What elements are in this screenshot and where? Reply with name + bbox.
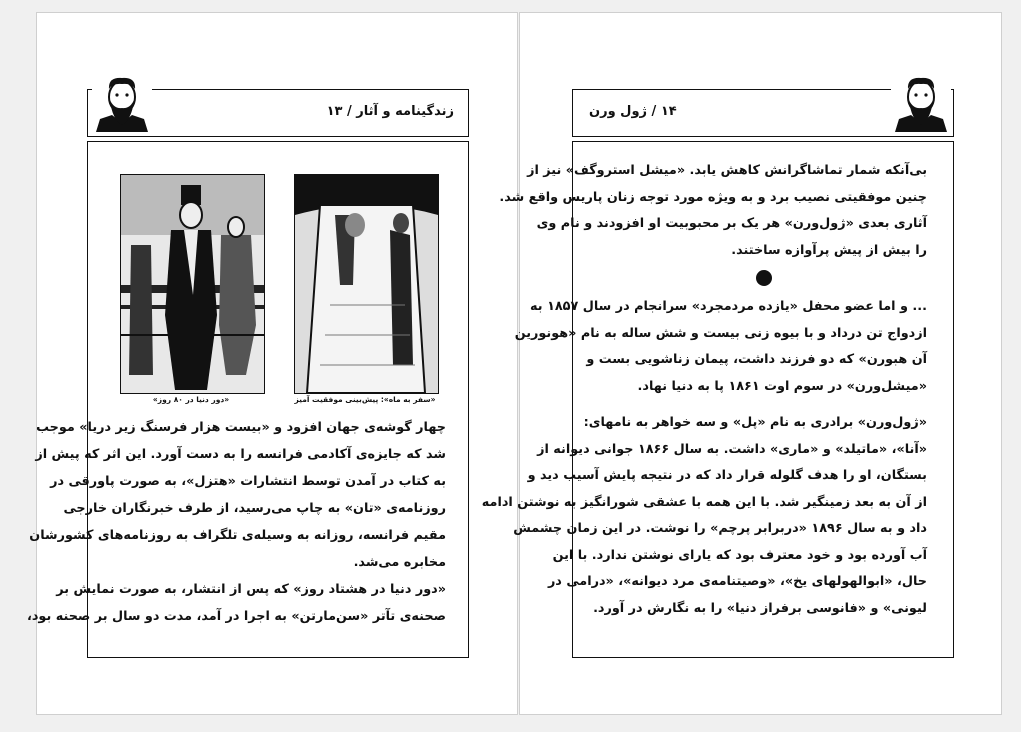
right-body-paragraph (514, 294, 927, 400)
page-header-title: ۱۴ / ژول ورن (589, 104, 677, 119)
right-page (481, 12, 1002, 715)
illustration-caption: «سفر به ماه»: پیش‌بینی موفقیت آمیز (294, 395, 436, 404)
text-line: بستگان، او را هدف گلوله قرار داد که در نتیجه پایش آسیب دید و (527, 468, 927, 483)
text-line: چنین موفقیتی نصیب برد و به ویژه مورد توجه زنان پاریس واقع شد. (499, 189, 927, 205)
right-content-frame (481, 141, 954, 658)
text-line: «میشل‌ورن» در سوم اوت ۱۸۶۱ پا به دنیا نهاد. (637, 378, 927, 394)
illustration-around-the-world (120, 174, 265, 394)
text-line: چهار گوشه‌ی جهان افزود و «بیست هزار فرسنگ زیر دریا» موجب (36, 420, 446, 435)
right-body-paragraph (481, 410, 927, 622)
text-line: بی‌آنکه شمار تماشاگرانش کاهش یابد. «میشل استروگف» نیز از (527, 163, 927, 178)
text-line: روزنامه‌ی «تان» به چاپ می‌رسید، از طرف خبرنگاران خارجی (63, 501, 446, 516)
text-line: «آنا»، «ماتیلد» و «ماری» داشت. به سال ۱۸۶۶ جوانی دیوانه از (537, 441, 927, 457)
text-line: «ژول‌ورن» برادری به نام «پل» و سه خواهر به نامهای: (583, 415, 927, 430)
text-line: آب آورده بود و خود معترف بود که یارای نوشتن ندارد. با این (552, 547, 927, 563)
text-line: آثاری بعدی «ژول‌ورن» هر یک بر محبوبیت او افزودند و نام وی (536, 216, 927, 231)
jules-verne-portrait-icon (92, 75, 152, 133)
around-the-world-engraving (121, 175, 264, 393)
left-page-header (87, 89, 469, 137)
text-line: از آن به بعد زمینگیر شد. با این همه با عشقی شورانگیز به نوشتن ادامه (481, 494, 927, 510)
text-line: لیونی» و «فانوسی برفراز دنیا» را به نگارش در آورد. (593, 600, 927, 616)
left-body-text (27, 414, 446, 630)
text-line: داد و به سال ۱۸۹۶ «دربرابر پرچم» را نوشت. در این زمان چشمش (513, 521, 927, 536)
text-line: ... و اما عضو محفل «یازده مردمجرد» سرانجام در سال ۱۸۵۷ به (530, 299, 927, 314)
page-header-title: زندگینامه و آثار / ۱۳ (326, 104, 454, 119)
text-line: مخابره می‌شد. (353, 555, 446, 570)
text-line: مقیم فرانسه، روزانه به وسیله‌ی تلگراف به روزنامه‌های کشورشان (29, 528, 446, 543)
left-content-frame (27, 141, 469, 658)
jules-verne-portrait-icon (891, 75, 951, 133)
left-page (27, 12, 518, 715)
illustration-moon-voyage (294, 174, 439, 394)
illustration-caption: «دور دنیا در ۸۰ روز» (152, 395, 230, 404)
text-line: «دور دنیا در هشتاد روز» که پس از انتشار، به صورت نمایش بر (56, 582, 446, 597)
text-line: را بیش از پیش پرآوازه ساختند. (731, 242, 927, 258)
text-line: صحنه‌ی تآتر «سن‌مارتن» به اجرا در آمد، مدت دو سال بر صحنه بود، (27, 609, 446, 624)
text-line: آن هبورن» که دو فرزند داشت، پیمان زناشویی بست و (586, 352, 927, 367)
section-separator-dot (756, 270, 772, 286)
moon-voyage-engraving (295, 175, 438, 393)
text-line: شد که جایزه‌ی آکادمی فرانسه را به دست آورد. این اثر که پیش از (35, 447, 446, 462)
right-body-paragraph (499, 158, 927, 264)
text-line: حال، «ابوالهولهای یخ»، «وصیتنامه‌ی مرد دیوانه»، «درامی در (547, 574, 927, 589)
text-line: به کتاب در آمدن توسط انتشارات «هتزل»، به صورت پاورقی در (50, 474, 446, 489)
text-line: ازدواج تن درداد و با بیوه زنی بیست و شش ساله به نام «هونورین (514, 325, 927, 341)
right-page-header (572, 89, 954, 137)
